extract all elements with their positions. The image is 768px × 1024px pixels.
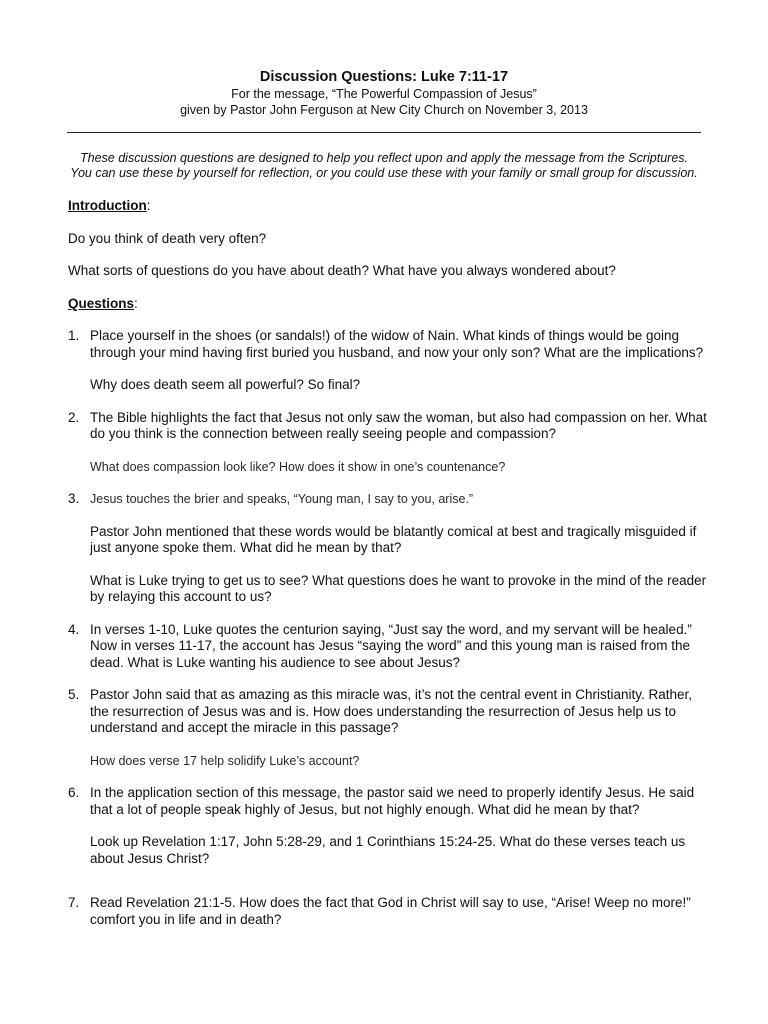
question-text: Place yourself in the shoes (or sandals!) of the widow of Nain. What kinds of things would be going through your mind having first buried you husband, and now your only son? What are the implications? — [90, 328, 704, 360]
question-item-6 — [68, 785, 708, 867]
question-followup: How does verse 17 help solidify Luke’s account? — [90, 753, 360, 768]
question-text: In the application section of this message, the pastor said we need to properly identify Jesus. He said that a lot of people speak highly of Jesus, but not highly enough. What did he mean by that? — [90, 785, 695, 817]
page-title: Discussion Questions: Luke 7:11-17 — [259, 69, 509, 85]
speaker-subtitle: given by Pastor John Ferguson at New City Church on November 3, 2013 — [180, 103, 588, 117]
questions-heading-text: Questions — [68, 295, 135, 311]
question-text: Read Revelation 21:1-5. How does the fact that God in Christ will say to use, “Arise! Weep no more!” comfort you in life and in death? — [90, 895, 691, 927]
note-line-2: You can use these by yourself for reflection, or you could use these with your family or small group for discussion. — [70, 166, 698, 180]
question-text: The Bible highlights the fact that Jesus not only saw the woman, but also had compassion on her. What do you think is the connection between really seeing people and compassion? — [90, 409, 707, 441]
questions-heading-colon: : — [134, 295, 138, 311]
question-text: Jesus touches the brier and speaks, “Young man, I say to you, arise.” — [90, 492, 474, 506]
question-number: 2. — [68, 409, 80, 425]
question-number: 3. — [68, 491, 80, 506]
question-item-4 — [68, 622, 708, 672]
instructions-note — [0, 151, 768, 181]
note-line-1: These discussion questions are designed to help you reflect upon and apply the message from the Scriptures. — [80, 151, 688, 165]
question-item-5 — [68, 687, 708, 769]
question-item-1 — [68, 328, 708, 394]
header-divider — [67, 132, 701, 133]
question-followup: Pastor John mentioned that these words would be blatantly comical at best and tragically misguided if just anyone spoke them. What did he mean by that? — [90, 523, 697, 555]
question-text: Pastor John said that as amazing as this miracle was, it’s not the central event in Christianity. Rather, the resurrection of Jesus was and is. How does understanding the resurrection of Jesus help us to understand and accept the miracle in this passage? — [90, 687, 693, 735]
question-number: 1. — [68, 328, 80, 343]
question-item-2 — [68, 410, 708, 476]
question-followup: Why does death seem all powerful? So final? — [90, 377, 361, 392]
introduction-heading-text: Introduction — [68, 198, 147, 213]
message-subtitle: For the message, “The Powerful Compassion of Jesus” — [231, 87, 537, 101]
introduction-heading — [68, 198, 708, 215]
question-list — [68, 328, 708, 928]
questions-heading — [68, 296, 708, 313]
question-text: In verses 1-10, Luke quotes the centurion saying, “Just say the word, and my servant will be healed.” Now in verses 11-17, the account has Jesus “saying the word” and this young man is raised from the dead. What is Luke wanting his audience to see about Jesus? — [90, 621, 692, 670]
document-header — [0, 68, 768, 118]
question-followup: What does compassion look like? How does it show in one’s countenance? — [90, 459, 506, 474]
question-number: 7. — [68, 895, 80, 910]
question-item-3 — [68, 491, 708, 606]
question-followup: Look up Revelation 1:17, John 5:28-29, and 1 Corinthians 15:24-25. What do these verses teach us about Jesus Christ? — [90, 834, 686, 866]
question-number: 6. — [68, 785, 80, 800]
introduction-heading-colon: : — [146, 198, 151, 213]
question-number: 4. — [68, 621, 80, 637]
question-item-7 — [68, 895, 708, 928]
intro-question-2: What sorts of questions do you have about death? What have you always wondered about? — [68, 263, 616, 278]
document-body — [68, 198, 708, 944]
intro-question-1: Do you think of death very often? — [68, 230, 267, 246]
question-number: 5. — [68, 687, 80, 702]
question-followup-2: What is Luke trying to get us to see? What questions does he want to provoke in the mind of the reader by relaying this account to us? — [90, 572, 707, 604]
